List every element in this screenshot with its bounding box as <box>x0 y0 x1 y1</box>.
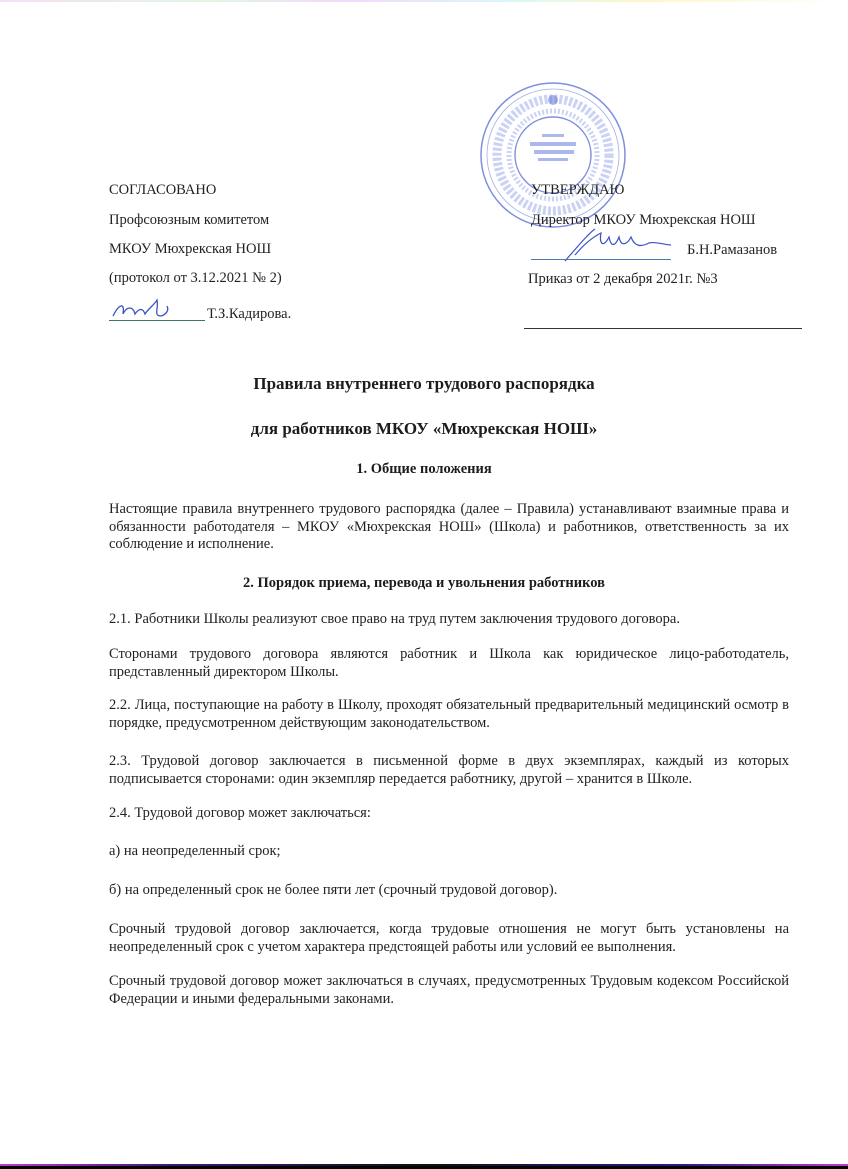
approval-left-heading: СОГЛАСОВАНО <box>109 182 217 198</box>
seal-stamp-icon <box>478 80 628 230</box>
section-2-paragraph-5: 2.4. Трудовой договор может заключаться: <box>109 805 371 821</box>
document-title-line2: для работников МКОУ «Мюхрекская НОШ» <box>250 419 598 438</box>
approval-left-line2: МКОУ Мюхрекская НОШ <box>109 241 272 257</box>
blank-underline-right <box>524 328 802 329</box>
section-2-paragraph-9: Срочный трудовой договор может заключаться в случаях, предусмотренных Трудовым кодексом Российской Федерации и иными федеральными законами. <box>109 973 789 1007</box>
section-1-heading: 1. Общие положения <box>356 461 492 477</box>
section-2-paragraph-4: 2.3. Трудовой договор заключается в письменной форме в двух экземплярах, каждый из которых подписывается сторонами: один экземпляр передается работнику, другой – хранится в Школе. <box>109 753 789 787</box>
approval-right-line1: Директор МКОУ Мюхрекская НОШ <box>531 212 756 228</box>
approval-left-signer: Т.З.Кадирова. <box>207 306 292 322</box>
approval-right-line3: Приказ от 2 декабря 2021г. №3 <box>528 271 718 287</box>
approval-left-line1: Профсоюзным комитетом <box>109 212 270 228</box>
section-2-paragraph-6: а) на неопределенный срок; <box>109 843 281 859</box>
scan-artifact-top <box>0 0 848 2</box>
signature-line-left <box>109 320 205 321</box>
approval-left-line3: (протокол от 3.12.2021 № 2) <box>109 270 282 286</box>
document-title-line1: Правила внутреннего трудового распорядка <box>253 374 595 393</box>
approval-right-signer: Б.Н.Рамазанов <box>687 242 778 258</box>
signature-line-right <box>531 259 671 260</box>
approval-right-heading: УТВЕРЖДАЮ <box>531 182 625 198</box>
section-2-paragraph-1: 2.1. Работники Школы реализуют свое право на труд путем заключения трудового договора. <box>109 611 680 627</box>
section-1-paragraph-1: Настоящие правила внутреннего трудового распорядка (далее – Правила) устанавливают взаимные права и обязанности работодателя – МКОУ «Мюхрекская НОШ» (Школа) и работников, ответственность за их соблюдение и исполнение. <box>109 501 789 552</box>
section-2-paragraph-2: Сторонами трудового договора являются работник и Школа как юридическое лицо-работодатель, представленный директором Школы. <box>109 646 789 680</box>
section-2-paragraph-8: Срочный трудовой договор заключается, когда трудовые отношения не могут быть установлены на неопределенный срок с учетом характера предстоящей работы или условий ее выполнения. <box>109 921 789 955</box>
section-2-paragraph-3: 2.2. Лица, поступающие на работу в Школу, проходят обязательный предварительный медицинский осмотр в порядке, предусмотренном действующим законодательством. <box>109 697 789 731</box>
section-2-paragraph-7: б) на определенный срок не более пяти лет (срочный трудовой договор). <box>109 882 558 898</box>
section-2-heading: 2. Порядок приема, перевода и увольнения работников <box>243 575 605 591</box>
